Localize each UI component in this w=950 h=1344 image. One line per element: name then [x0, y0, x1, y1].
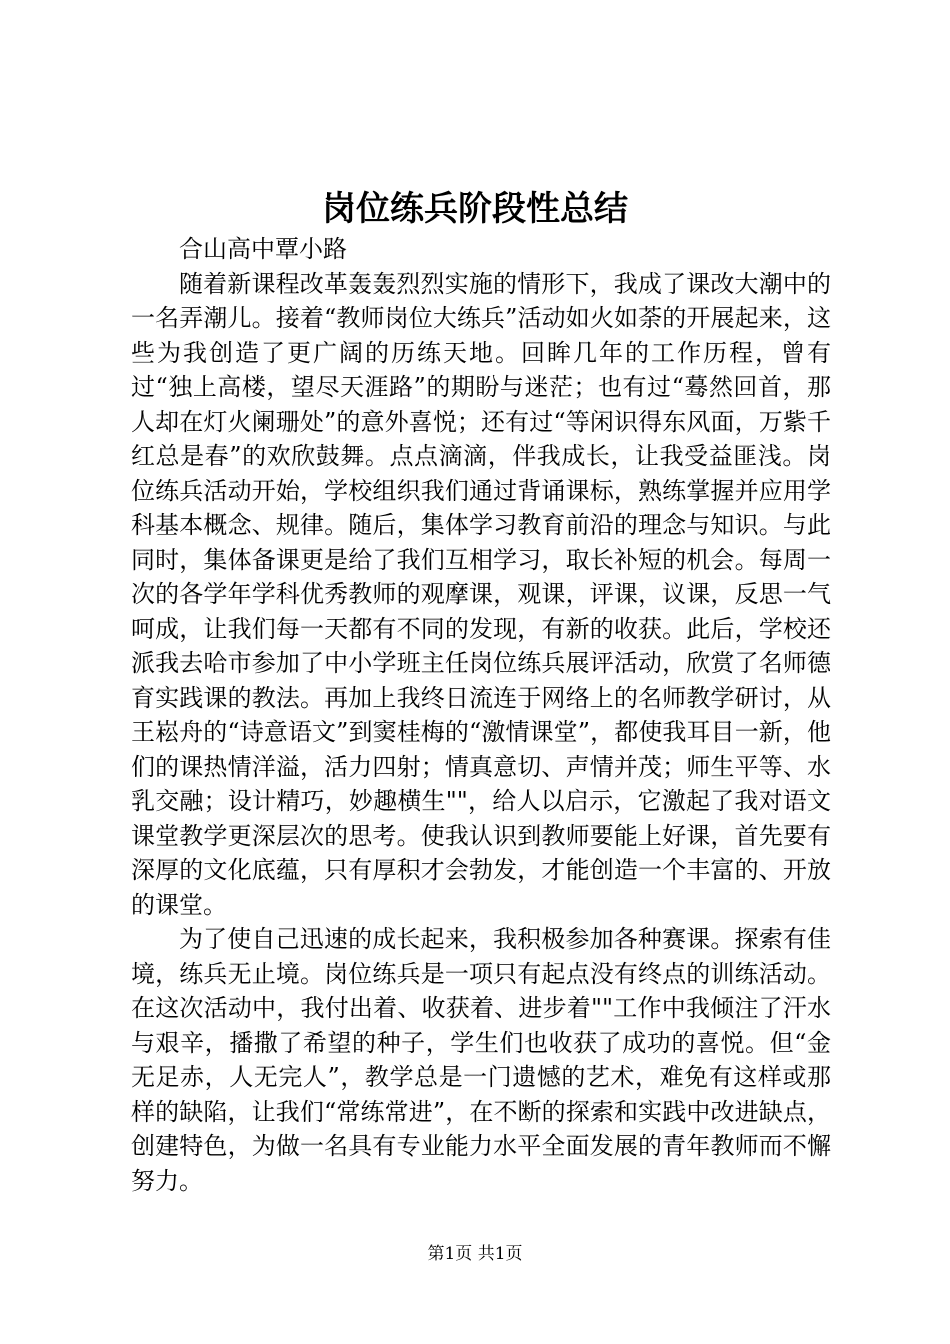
- paragraph-1: 随着新课程改革轰轰烈烈实施的情形下，我成了课改大潮中的一名弄潮儿。接着“教师岗位大练兵”活动如火如荼的开展起来，这些为我创造了更广阔的历练天地。回眸几年的工作历程，曾有过“独上高楼，望尽天涯路”的期盼与迷茫；也有过“蓦然回首，那人却在灯火阑珊处”的意外喜悦；还有过“等闲识得东风面，万紫千红总是春”的欢欣鼓舞。点点滴滴，伴我成长，让我受益匪浅。岗位练兵活动开始，学校组织我们通过背诵课标，熟练掌握并应用学科基本概念、规律。随后，集体学习教育前沿的理念与知识。与此同时，集体备课更是给了我们互相学习，取长补短的机会。每周一次的各学年学科优秀教师的观摩课，观课，评课，议课，反思一气呵成，让我们每一天都有不同的发现，有新的收获。此后，学校还派我去哈市参加了中小学班主任岗位练兵展评活动，欣赏了名师德育实践课的教法。再加上我终日流连于网络上的名师教学研讨，从王崧舟的“诗意语文”到窦桂梅的“激情课堂”，都使我耳目一新，他们的课热情洋溢，活力四射；情真意切、声情并茂；师生平等、水乳交融；设计精巧，妙趣横生""，给人以启示，它激起了我对语文课堂教学更深层次的思考。使我认识到教师要能上好课，首先要有深厚的文化底蕴，只有厚积才会勃发，才能创造一个丰富的、开放的课堂。: [131, 269, 831, 919]
- page-footer: 第1页 共1页: [427, 1244, 523, 1264]
- document-body: [131, 232, 831, 1198]
- paragraph-2: 为了使自己迅速的成长起来，我积极参加各种赛课。探索有佳境，练兵无止境。岗位练兵是一项只有起点没有终点的训练活动。在这次活动中，我付出着、收获着、进步着""工作中我倾注了汗水与艰辛，播撒了希望的种子，学生们也收获了成功的喜悦。但“金无足赤，人无完人”，教学总是一门遗憾的艺术，难免有这样或那样的缺陷，让我们“常练常进”，在不断的探索和实践中改进缺点，创建特色，为做一名具有专业能力水平全面发展的青年教师而不懈努力。: [131, 925, 831, 1195]
- document-title: 岗位练兵阶段性总结: [322, 189, 628, 229]
- author-line: 合山高中覃小路: [179, 235, 347, 263]
